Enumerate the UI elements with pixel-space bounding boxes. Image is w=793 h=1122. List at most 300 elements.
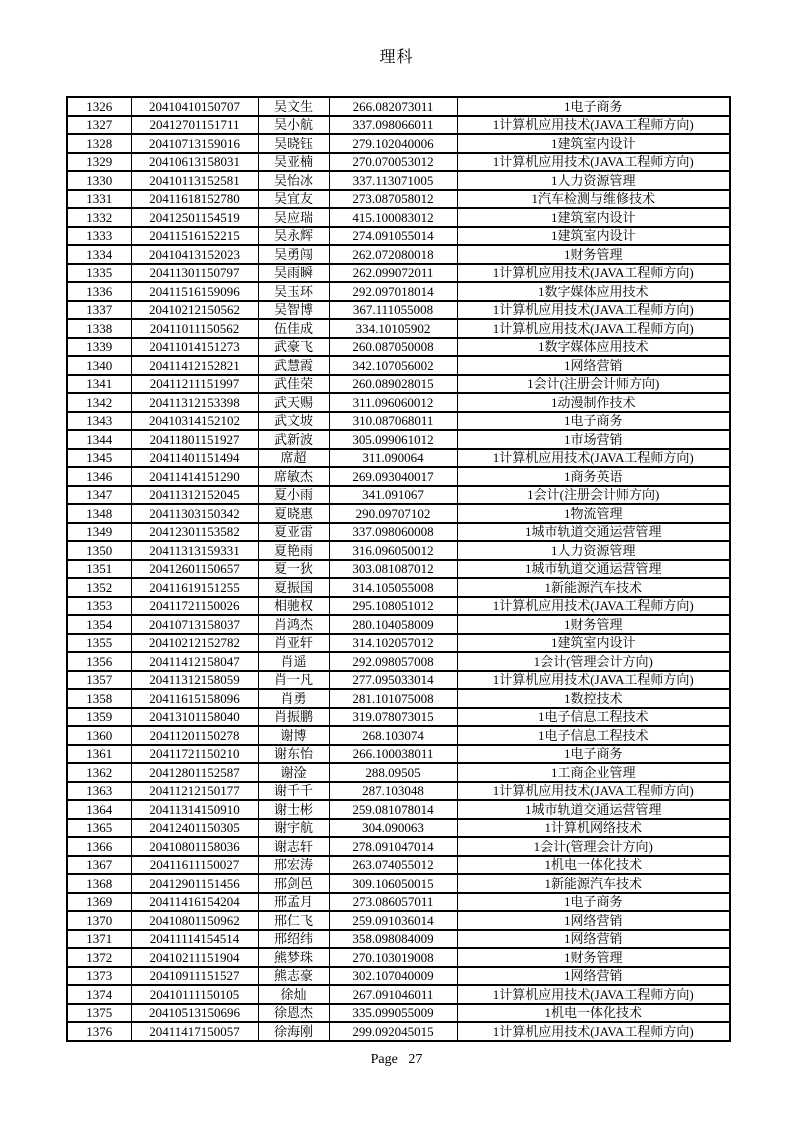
cell-seq: 1335 bbox=[67, 264, 131, 283]
cell-name: 徐恩杰 bbox=[258, 1004, 329, 1023]
page-title: 理科 bbox=[379, 49, 414, 66]
cell-seq: 1337 bbox=[67, 301, 131, 320]
table-row bbox=[67, 449, 730, 468]
cell-exam-id: 20410113152581 bbox=[131, 171, 258, 190]
cell-seq: 1373 bbox=[67, 967, 131, 986]
cell-major: 1城市轨道交通运营管理 bbox=[457, 523, 730, 542]
table-row bbox=[67, 893, 730, 912]
cell-score: 334.10105902 bbox=[329, 319, 457, 338]
cell-major: 1会计(注册会计师方向) bbox=[457, 375, 730, 394]
cell-exam-id: 20412401150305 bbox=[131, 819, 258, 838]
cell-score: 311.096060012 bbox=[329, 393, 457, 412]
table-row bbox=[67, 467, 730, 486]
cell-seq: 1357 bbox=[67, 671, 131, 690]
table-row bbox=[67, 393, 730, 412]
cell-score: 303.081087012 bbox=[329, 560, 457, 579]
cell-name: 吴玉环 bbox=[258, 282, 329, 301]
cell-name: 邢宏涛 bbox=[258, 856, 329, 875]
cell-name: 夏晓惠 bbox=[258, 504, 329, 523]
cell-major: 1物流管理 bbox=[457, 504, 730, 523]
cell-exam-id: 20410314152102 bbox=[131, 412, 258, 431]
cell-major: 1机电一体化技术 bbox=[457, 856, 730, 875]
cell-major: 1建筑室内设计 bbox=[457, 634, 730, 653]
cell-name: 谢志轩 bbox=[258, 837, 329, 856]
cell-name: 吴怡冰 bbox=[258, 171, 329, 190]
cell-score: 270.070053012 bbox=[329, 153, 457, 172]
table-row bbox=[67, 930, 730, 949]
cell-seq: 1346 bbox=[67, 467, 131, 486]
cell-seq: 1354 bbox=[67, 615, 131, 634]
table-row bbox=[67, 911, 730, 930]
cell-name: 吴勇闯 bbox=[258, 245, 329, 264]
cell-seq: 1376 bbox=[67, 1022, 131, 1041]
cell-score: 311.090064 bbox=[329, 449, 457, 468]
cell-exam-id: 20411401151494 bbox=[131, 449, 258, 468]
cell-major: 1网络营销 bbox=[457, 356, 730, 375]
cell-seq: 1361 bbox=[67, 745, 131, 764]
cell-score: 337.113071005 bbox=[329, 171, 457, 190]
cell-exam-id: 20410613158031 bbox=[131, 153, 258, 172]
cell-score: 279.102040006 bbox=[329, 134, 457, 153]
cell-name: 徐灿 bbox=[258, 985, 329, 1004]
cell-score: 281.101075008 bbox=[329, 689, 457, 708]
cell-major: 1计算机应用技术(JAVA工程师方向) bbox=[457, 782, 730, 801]
cell-name: 谢淦 bbox=[258, 763, 329, 782]
cell-exam-id: 20410410150707 bbox=[131, 97, 258, 116]
cell-score: 266.100038011 bbox=[329, 745, 457, 764]
cell-score: 259.081078014 bbox=[329, 800, 457, 819]
cell-major: 1计算机应用技术(JAVA工程师方向) bbox=[457, 116, 730, 135]
cell-major: 1城市轨道交通运营管理 bbox=[457, 560, 730, 579]
cell-score: 295.108051012 bbox=[329, 597, 457, 616]
table-row bbox=[67, 430, 730, 449]
cell-seq: 1375 bbox=[67, 1004, 131, 1023]
cell-name: 席敏杰 bbox=[258, 467, 329, 486]
cell-score: 262.099072011 bbox=[329, 264, 457, 283]
table-row bbox=[67, 171, 730, 190]
cell-seq: 1328 bbox=[67, 134, 131, 153]
cell-seq: 1359 bbox=[67, 708, 131, 727]
table-row bbox=[67, 948, 730, 967]
cell-seq: 1365 bbox=[67, 819, 131, 838]
cell-seq: 1340 bbox=[67, 356, 131, 375]
cell-seq: 1350 bbox=[67, 541, 131, 560]
cell-name: 相驰权 bbox=[258, 597, 329, 616]
table-row bbox=[67, 153, 730, 172]
cell-name: 徐海刚 bbox=[258, 1022, 329, 1041]
cell-seq: 1333 bbox=[67, 227, 131, 246]
cell-name: 肖振鹏 bbox=[258, 708, 329, 727]
cell-seq: 1348 bbox=[67, 504, 131, 523]
cell-major: 1城市轨道交通运营管理 bbox=[457, 800, 730, 819]
cell-score: 337.098060008 bbox=[329, 523, 457, 542]
cell-major: 1数字媒体应用技术 bbox=[457, 338, 730, 357]
cell-score: 342.107056002 bbox=[329, 356, 457, 375]
cell-score: 278.091047014 bbox=[329, 837, 457, 856]
cell-score: 270.103019008 bbox=[329, 948, 457, 967]
table-row bbox=[67, 190, 730, 209]
cell-major: 1动漫制作技术 bbox=[457, 393, 730, 412]
table-row bbox=[67, 541, 730, 560]
cell-seq: 1336 bbox=[67, 282, 131, 301]
table-row bbox=[67, 301, 730, 320]
cell-exam-id: 20411014151273 bbox=[131, 338, 258, 357]
cell-score: 268.103074 bbox=[329, 726, 457, 745]
cell-exam-id: 20411312152045 bbox=[131, 486, 258, 505]
table-row bbox=[67, 874, 730, 893]
cell-exam-id: 20411313159331 bbox=[131, 541, 258, 560]
cell-score: 288.09505 bbox=[329, 763, 457, 782]
cell-score: 305.099061012 bbox=[329, 430, 457, 449]
cell-seq: 1369 bbox=[67, 893, 131, 912]
cell-exam-id: 20412801152587 bbox=[131, 763, 258, 782]
cell-seq: 1374 bbox=[67, 985, 131, 1004]
table-row bbox=[67, 116, 730, 135]
table-row bbox=[67, 319, 730, 338]
cell-major: 1建筑室内设计 bbox=[457, 227, 730, 246]
table-row bbox=[67, 597, 730, 616]
table-row bbox=[67, 208, 730, 227]
cell-exam-id: 20411417150057 bbox=[131, 1022, 258, 1041]
cell-exam-id: 20411414151290 bbox=[131, 467, 258, 486]
cell-seq: 1344 bbox=[67, 430, 131, 449]
cell-exam-id: 20411801151927 bbox=[131, 430, 258, 449]
cell-score: 269.093040017 bbox=[329, 467, 457, 486]
table-row bbox=[67, 615, 730, 634]
cell-major: 1会计(管理会计方向) bbox=[457, 652, 730, 671]
cell-name: 谢千千 bbox=[258, 782, 329, 801]
cell-score: 337.098066011 bbox=[329, 116, 457, 135]
cell-exam-id: 20410801158036 bbox=[131, 837, 258, 856]
cell-major: 1计算机应用技术(JAVA工程师方向) bbox=[457, 671, 730, 690]
cell-name: 熊志豪 bbox=[258, 967, 329, 986]
cell-score: 280.104058009 bbox=[329, 615, 457, 634]
cell-major: 1网络营销 bbox=[457, 967, 730, 986]
cell-name: 肖一凡 bbox=[258, 671, 329, 690]
cell-exam-id: 20411611150027 bbox=[131, 856, 258, 875]
table-row bbox=[67, 782, 730, 801]
cell-seq: 1352 bbox=[67, 578, 131, 597]
table-row bbox=[67, 356, 730, 375]
cell-exam-id: 20411618152780 bbox=[131, 190, 258, 209]
cell-seq: 1353 bbox=[67, 597, 131, 616]
cell-score: 292.098057008 bbox=[329, 652, 457, 671]
cell-exam-id: 20410801150962 bbox=[131, 911, 258, 930]
cell-score: 314.102057012 bbox=[329, 634, 457, 653]
cell-major: 1数控技术 bbox=[457, 689, 730, 708]
cell-exam-id: 20411416154204 bbox=[131, 893, 258, 912]
cell-seq: 1371 bbox=[67, 930, 131, 949]
table-row bbox=[67, 412, 730, 431]
cell-name: 谢东怡 bbox=[258, 745, 329, 764]
cell-name: 肖亚轩 bbox=[258, 634, 329, 653]
cell-exam-id: 20410413152023 bbox=[131, 245, 258, 264]
cell-score: 310.087068011 bbox=[329, 412, 457, 431]
table-row bbox=[67, 1004, 730, 1023]
table-body bbox=[67, 97, 730, 1041]
cell-name: 吴宜友 bbox=[258, 190, 329, 209]
cell-name: 肖鸿杰 bbox=[258, 615, 329, 634]
cell-seq: 1362 bbox=[67, 763, 131, 782]
table-row bbox=[67, 800, 730, 819]
table-row bbox=[67, 671, 730, 690]
cell-name: 邢仁飞 bbox=[258, 911, 329, 930]
cell-major: 1电子商务 bbox=[457, 893, 730, 912]
cell-seq: 1351 bbox=[67, 560, 131, 579]
table-row bbox=[67, 375, 730, 394]
cell-score: 304.090063 bbox=[329, 819, 457, 838]
cell-name: 武慧霞 bbox=[258, 356, 329, 375]
cell-exam-id: 20412901151456 bbox=[131, 874, 258, 893]
cell-exam-id: 20412601150657 bbox=[131, 560, 258, 579]
table-row bbox=[67, 338, 730, 357]
cell-score: 314.105055008 bbox=[329, 578, 457, 597]
cell-major: 1人力资源管理 bbox=[457, 171, 730, 190]
table-row bbox=[67, 560, 730, 579]
page-number: Page 27 bbox=[370, 1052, 423, 1067]
cell-exam-id: 20411314150910 bbox=[131, 800, 258, 819]
cell-major: 1会计(注册会计师方向) bbox=[457, 486, 730, 505]
table-row bbox=[67, 227, 730, 246]
cell-major: 1数字媒体应用技术 bbox=[457, 282, 730, 301]
cell-major: 1机电一体化技术 bbox=[457, 1004, 730, 1023]
cell-major: 1计算机应用技术(JAVA工程师方向) bbox=[457, 301, 730, 320]
table-row bbox=[67, 985, 730, 1004]
cell-name: 邢绍纬 bbox=[258, 930, 329, 949]
cell-seq: 1341 bbox=[67, 375, 131, 394]
table-row bbox=[67, 726, 730, 745]
cell-major: 1新能源汽车技术 bbox=[457, 578, 730, 597]
cell-exam-id: 20410911151527 bbox=[131, 967, 258, 986]
cell-seq: 1342 bbox=[67, 393, 131, 412]
cell-seq: 1349 bbox=[67, 523, 131, 542]
cell-score: 319.078073015 bbox=[329, 708, 457, 727]
table-row bbox=[67, 652, 730, 671]
cell-score: 263.074055012 bbox=[329, 856, 457, 875]
cell-exam-id: 20411412152821 bbox=[131, 356, 258, 375]
cell-score: 274.091055014 bbox=[329, 227, 457, 246]
table-row bbox=[67, 745, 730, 764]
cell-name: 邢孟月 bbox=[258, 893, 329, 912]
cell-major: 1计算机应用技术(JAVA工程师方向) bbox=[457, 264, 730, 283]
cell-exam-id: 20411412158047 bbox=[131, 652, 258, 671]
cell-major: 1财务管理 bbox=[457, 615, 730, 634]
cell-score: 341.091067 bbox=[329, 486, 457, 505]
cell-seq: 1360 bbox=[67, 726, 131, 745]
cell-seq: 1329 bbox=[67, 153, 131, 172]
cell-name: 武佳荣 bbox=[258, 375, 329, 394]
cell-exam-id: 20412701151711 bbox=[131, 116, 258, 135]
cell-major: 1电子商务 bbox=[457, 745, 730, 764]
cell-score: 358.098084009 bbox=[329, 930, 457, 949]
cell-name: 伍佳成 bbox=[258, 319, 329, 338]
cell-exam-id: 20410212150562 bbox=[131, 301, 258, 320]
table-row bbox=[67, 967, 730, 986]
cell-seq: 1370 bbox=[67, 911, 131, 930]
table-row bbox=[67, 264, 730, 283]
cell-score: 316.096050012 bbox=[329, 541, 457, 560]
cell-exam-id: 20411301150797 bbox=[131, 264, 258, 283]
cell-exam-id: 20412501154519 bbox=[131, 208, 258, 227]
table-row bbox=[67, 856, 730, 875]
cell-exam-id: 20411721150026 bbox=[131, 597, 258, 616]
cell-major: 1电子商务 bbox=[457, 97, 730, 116]
cell-name: 吴永辉 bbox=[258, 227, 329, 246]
cell-exam-id: 20411303150342 bbox=[131, 504, 258, 523]
cell-seq: 1355 bbox=[67, 634, 131, 653]
cell-major: 1网络营销 bbox=[457, 911, 730, 930]
cell-name: 武豪飞 bbox=[258, 338, 329, 357]
cell-exam-id: 20412301153582 bbox=[131, 523, 258, 542]
cell-exam-id: 20410713158037 bbox=[131, 615, 258, 634]
cell-name: 肖遥 bbox=[258, 652, 329, 671]
cell-name: 邢剑邑 bbox=[258, 874, 329, 893]
cell-name: 肖勇 bbox=[258, 689, 329, 708]
cell-major: 1建筑室内设计 bbox=[457, 134, 730, 153]
cell-name: 武天赐 bbox=[258, 393, 329, 412]
cell-exam-id: 20411516159096 bbox=[131, 282, 258, 301]
cell-exam-id: 20411201150278 bbox=[131, 726, 258, 745]
cell-name: 武文坡 bbox=[258, 412, 329, 431]
cell-seq: 1332 bbox=[67, 208, 131, 227]
cell-seq: 1347 bbox=[67, 486, 131, 505]
cell-major: 1网络营销 bbox=[457, 930, 730, 949]
cell-name: 吴亚楠 bbox=[258, 153, 329, 172]
cell-major: 1商务英语 bbox=[457, 467, 730, 486]
table-row bbox=[67, 1022, 730, 1041]
cell-major: 1市场营销 bbox=[457, 430, 730, 449]
cell-major: 1计算机应用技术(JAVA工程师方向) bbox=[457, 985, 730, 1004]
cell-name: 熊梦珠 bbox=[258, 948, 329, 967]
cell-name: 谢博 bbox=[258, 726, 329, 745]
cell-name: 夏艳雨 bbox=[258, 541, 329, 560]
cell-exam-id: 20410513150696 bbox=[131, 1004, 258, 1023]
cell-major: 1建筑室内设计 bbox=[457, 208, 730, 227]
cell-seq: 1356 bbox=[67, 652, 131, 671]
cell-exam-id: 20411312158059 bbox=[131, 671, 258, 690]
cell-score: 292.097018014 bbox=[329, 282, 457, 301]
table-row bbox=[67, 634, 730, 653]
cell-major: 1电子信息工程技术 bbox=[457, 708, 730, 727]
cell-score: 335.099055009 bbox=[329, 1004, 457, 1023]
cell-major: 1计算机应用技术(JAVA工程师方向) bbox=[457, 1022, 730, 1041]
cell-major: 1计算机应用技术(JAVA工程师方向) bbox=[457, 319, 730, 338]
cell-exam-id: 20410211151904 bbox=[131, 948, 258, 967]
cell-name: 吴智博 bbox=[258, 301, 329, 320]
student-records-table bbox=[66, 96, 731, 1042]
cell-score: 273.087058012 bbox=[329, 190, 457, 209]
cell-exam-id: 20410212152782 bbox=[131, 634, 258, 653]
table-row bbox=[67, 708, 730, 727]
cell-major: 1电子信息工程技术 bbox=[457, 726, 730, 745]
cell-name: 谢宇航 bbox=[258, 819, 329, 838]
cell-name: 吴小航 bbox=[258, 116, 329, 135]
cell-score: 299.092045015 bbox=[329, 1022, 457, 1041]
cell-seq: 1331 bbox=[67, 190, 131, 209]
cell-seq: 1326 bbox=[67, 97, 131, 116]
cell-major: 1计算机应用技术(JAVA工程师方向) bbox=[457, 153, 730, 172]
table-row bbox=[67, 689, 730, 708]
cell-score: 260.089028015 bbox=[329, 375, 457, 394]
cell-exam-id: 20411211151997 bbox=[131, 375, 258, 394]
cell-score: 367.111055008 bbox=[329, 301, 457, 320]
cell-name: 夏振国 bbox=[258, 578, 329, 597]
cell-exam-id: 20411114154514 bbox=[131, 930, 258, 949]
table-row bbox=[67, 97, 730, 116]
table-row bbox=[67, 245, 730, 264]
cell-seq: 1366 bbox=[67, 837, 131, 856]
cell-exam-id: 20411212150177 bbox=[131, 782, 258, 801]
cell-seq: 1372 bbox=[67, 948, 131, 967]
cell-major: 1会计(管理会计方向) bbox=[457, 837, 730, 856]
cell-name: 谢士彬 bbox=[258, 800, 329, 819]
cell-major: 1工商企业管理 bbox=[457, 763, 730, 782]
cell-major: 1新能源汽车技术 bbox=[457, 874, 730, 893]
table-row bbox=[67, 504, 730, 523]
cell-major: 1人力资源管理 bbox=[457, 541, 730, 560]
cell-exam-id: 20411619151255 bbox=[131, 578, 258, 597]
cell-name: 吴应瑞 bbox=[258, 208, 329, 227]
cell-name: 吴雨瞬 bbox=[258, 264, 329, 283]
cell-seq: 1330 bbox=[67, 171, 131, 190]
cell-seq: 1368 bbox=[67, 874, 131, 893]
cell-score: 415.100083012 bbox=[329, 208, 457, 227]
cell-exam-id: 20410713159016 bbox=[131, 134, 258, 153]
cell-exam-id: 20413101158040 bbox=[131, 708, 258, 727]
table-row bbox=[67, 486, 730, 505]
cell-score: 287.103048 bbox=[329, 782, 457, 801]
table-row bbox=[67, 837, 730, 856]
cell-seq: 1339 bbox=[67, 338, 131, 357]
cell-seq: 1327 bbox=[67, 116, 131, 135]
cell-name: 吴晓钰 bbox=[258, 134, 329, 153]
cell-exam-id: 20411516152215 bbox=[131, 227, 258, 246]
cell-score: 267.091046011 bbox=[329, 985, 457, 1004]
cell-seq: 1345 bbox=[67, 449, 131, 468]
cell-major: 1电子商务 bbox=[457, 412, 730, 431]
table-row bbox=[67, 523, 730, 542]
cell-major: 1计算机网络技术 bbox=[457, 819, 730, 838]
cell-score: 290.09707102 bbox=[329, 504, 457, 523]
cell-score: 260.087050008 bbox=[329, 338, 457, 357]
cell-major: 1汽车检测与维修技术 bbox=[457, 190, 730, 209]
cell-exam-id: 20410111150105 bbox=[131, 985, 258, 1004]
cell-score: 273.086057011 bbox=[329, 893, 457, 912]
cell-seq: 1358 bbox=[67, 689, 131, 708]
cell-seq: 1343 bbox=[67, 412, 131, 431]
cell-seq: 1364 bbox=[67, 800, 131, 819]
cell-score: 302.107040009 bbox=[329, 967, 457, 986]
cell-exam-id: 20411721150210 bbox=[131, 745, 258, 764]
table-row bbox=[67, 763, 730, 782]
cell-name: 席超 bbox=[258, 449, 329, 468]
cell-name: 夏亚雷 bbox=[258, 523, 329, 542]
cell-score: 262.072080018 bbox=[329, 245, 457, 264]
cell-name: 夏一狄 bbox=[258, 560, 329, 579]
cell-seq: 1334 bbox=[67, 245, 131, 264]
cell-major: 1财务管理 bbox=[457, 245, 730, 264]
cell-score: 277.095033014 bbox=[329, 671, 457, 690]
cell-exam-id: 20411011150562 bbox=[131, 319, 258, 338]
cell-name: 夏小雨 bbox=[258, 486, 329, 505]
table-row bbox=[67, 578, 730, 597]
cell-score: 266.082073011 bbox=[329, 97, 457, 116]
cell-seq: 1367 bbox=[67, 856, 131, 875]
table-row bbox=[67, 282, 730, 301]
cell-exam-id: 20411615158096 bbox=[131, 689, 258, 708]
cell-exam-id: 20411312153398 bbox=[131, 393, 258, 412]
cell-name: 吴文生 bbox=[258, 97, 329, 116]
